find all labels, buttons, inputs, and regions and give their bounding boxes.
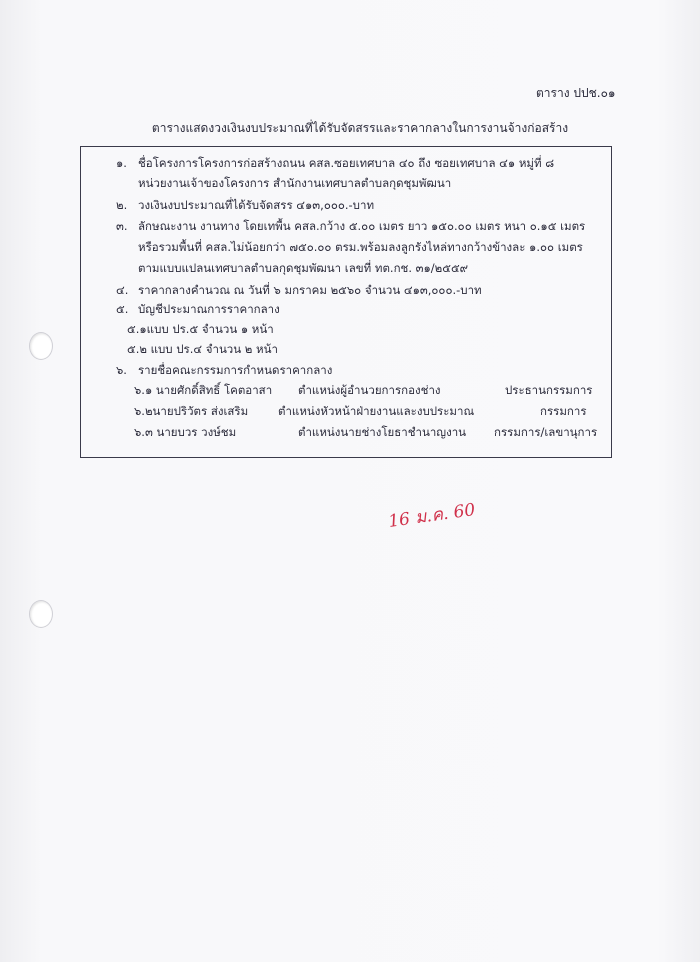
work-description: ลักษณะงาน งานทาง โดยเทพื้น คสล.กว้าง ๕.๐๐ เมตร ยาว ๑๕๐.๐๐ เมตร หนา ๐.๑๕ เมตร <box>138 219 586 233</box>
project-name: ชื่อโครงการโครงการก่อสร้างถนน คสล.ซอยเทศบาล ๔๐ ถึง ซอยเทศบาล ๔๑ หมู่ที่ ๘ <box>138 156 555 170</box>
project-owner: หน่วยงานเจ้าของโครงการ สำนักงานเทศบาลตำบลกุดชุมพัฒนา <box>138 176 452 190</box>
document-code: ตาราง ปปช.๐๑ <box>536 86 616 100</box>
item-6 <box>116 362 332 378</box>
item-number: ๑. <box>116 156 127 170</box>
committee-member-position: ตำแหน่งนายช่างโยธาชำนาญงาน <box>298 425 467 439</box>
work-description-line-3: ตามแบบแปลนเทศบาลตำบลกุดชุมพัฒนา เลขที่ ทต.กช. ๓๑/๒๕๕๙ <box>138 261 469 275</box>
punch-hole-top <box>29 332 53 360</box>
item-5 <box>116 301 280 317</box>
item-number: ๖. <box>116 363 127 377</box>
item-number: ๓. <box>116 219 128 233</box>
form-pr4: ๕.๒ แบบ ปร.๔ จำนวน ๒ หน้า <box>127 342 278 356</box>
document-title: ตารางแสดงวงเงินงบประมาณที่ได้รับจัดสรรและราคากลางในการงานจ้างก่อสร้าง <box>151 121 569 135</box>
handwritten-date-note: 16 ม.ค. 60 <box>387 500 477 532</box>
committee-member-name: ๖.๓ นายบวร วงษ์ชม <box>134 425 237 439</box>
committee-heading: รายชื่อคณะกรรมการกำหนดราคากลาง <box>138 363 333 377</box>
committee-member-role: กรรมการ/เลขานุการ <box>494 425 598 439</box>
committee-member-position: ตำแหน่งผู้อำนวยการกองช่าง <box>298 383 441 397</box>
allocated-budget: วงเงินงบประมาณที่ได้รับจัดสรร ๔๑๓,๐๐๐.-บาท <box>138 198 375 212</box>
form-pr5: ๕.๑แบบ ปร.๕ จำนวน ๑ หน้า <box>127 322 274 336</box>
committee-member-name: ๖.๑ นายศักดิ์สิทธิ์ โคตอาสา <box>134 383 273 397</box>
reference-price: ราคากลางคำนวณ ณ วันที่ ๖ มกราคม ๒๕๖๐ จำนวน ๔๑๓,๐๐๐.-บาท <box>138 283 482 297</box>
item-1 <box>116 155 554 171</box>
item-number: ๔. <box>116 283 129 297</box>
item-number: ๒. <box>116 198 128 212</box>
item-2 <box>116 197 374 213</box>
committee-member-name: ๖.๒นายปริวัตร ส่งเสริม <box>134 404 249 418</box>
item-4 <box>116 282 482 298</box>
price-estimate-list: บัญชีประมาณการราคากลาง <box>138 302 280 316</box>
committee-member-position: ตำแหน่งหัวหน้าฝ่ายงานและงบประมาณ <box>278 404 475 418</box>
work-description-line-2: หรือรวมพื้นที่ คสล.ไม่น้อยกว่า ๗๕๐.๐๐ ตรม.พร้อมลงลูกรังไหล่ทางกว้างข้างละ ๑.๐๐ เมตร <box>138 240 583 254</box>
committee-member-role: ประธานกรรมการ <box>505 383 593 397</box>
item-number: ๕. <box>116 302 129 316</box>
item-3 <box>116 218 585 234</box>
punch-hole-bottom <box>29 600 53 628</box>
committee-member-role: กรรมการ <box>540 404 587 418</box>
